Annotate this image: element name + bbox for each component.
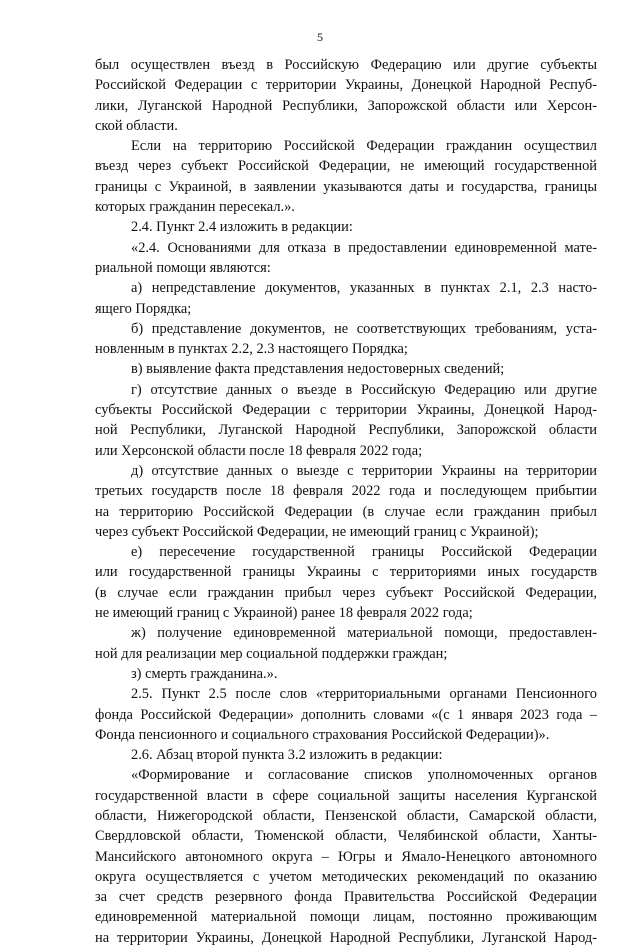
- text-line: на территории Украины, Донецкой Народной Республики, Луганской Народ-: [95, 929, 597, 946]
- text-line: лики, Луганской Народной Республики, Запорожской области или Херсон-: [95, 97, 597, 114]
- text-line: за счет средств резервного фонда Правительства Российской Федерации: [95, 889, 597, 906]
- text-line: или Херсонской области после 18 февраля 2022 года;: [95, 442, 423, 459]
- text-line: ной Республики, Луганской Народной Республики, Запорожской области: [95, 422, 597, 439]
- text-line: въезд через субъект Российской Федерации, не имеющий государственной: [95, 158, 597, 175]
- text-line: ящего Порядка;: [95, 300, 192, 317]
- text-line: ской области.: [95, 117, 178, 134]
- text-line: «Формирование и согласование списков уполномоченных органов: [131, 767, 597, 784]
- text-line: субъекты Российской Федерации с территории Украины, Донецкой Народ-: [95, 402, 597, 419]
- text-line: через субъект Российской Федерации, не имеющий границ с Украиной);: [95, 523, 539, 540]
- text-line: государственной власти в сфере социальной защиты населения Курганской: [95, 787, 597, 804]
- text-line: Если на территорию Российской Федерации гражданин осуществил: [131, 138, 597, 155]
- text-line: единовременной материальной помощи лицам, постоянно проживающим: [95, 909, 597, 926]
- text-line: фонда Российской Федерации» дополнить словами «(с 1 января 2023 года –: [95, 706, 597, 723]
- text-line: в) выявление факта представления недостоверных сведений;: [131, 361, 505, 378]
- text-line: 2.4. Пункт 2.4 изложить в редакции:: [131, 219, 353, 236]
- text-line: (в случае если гражданин прибыл через субъект Российской Федерации,: [95, 584, 597, 601]
- text-line: или государственной границы Украины с территориями иных государств: [95, 564, 597, 581]
- text-line: 2.5. Пункт 2.5 после слов «территориальными органами Пенсионного: [131, 686, 597, 703]
- text-line: «2.4. Основаниями для отказа в предоставлении единовременной мате-: [131, 239, 597, 256]
- text-line: третьих государств после 18 февраля 2022 года и последующем прибытии: [95, 483, 597, 500]
- text-line: новленным в пунктах 2.2, 2.3 настоящего Порядка;: [95, 341, 408, 358]
- text-line: е) пересечение государственной границы Российской Федерации: [131, 544, 597, 561]
- text-line: округа осуществляется с учетом методических рекомендаций по оказанию: [95, 868, 597, 885]
- text-line: Фонда пенсионного и социального страхования Российской Федерации)».: [95, 726, 550, 743]
- text-line: области, Нижегородской области, Пензенской области, Самарской области,: [95, 807, 597, 824]
- text-line: риальной помощи являются:: [95, 259, 271, 276]
- text-line: ж) получение единовременной материальной помощи, предоставлен-: [131, 625, 597, 642]
- text-line: границы с Украиной, в заявлении указываются даты и государства, границы: [95, 178, 597, 195]
- text-line: 2.6. Абзац второй пункта 3.2 изложить в редакции:: [131, 747, 443, 764]
- text-line: з) смерть гражданина.».: [131, 665, 278, 682]
- text-line: г) отсутствие данных о въезде в Российскую Федерацию или другие: [131, 381, 597, 398]
- text-line: которых гражданин пересекал.».: [95, 199, 295, 216]
- text-line: Свердловской области, Тюменской области, Челябинской области, Ханты-: [95, 828, 597, 845]
- text-line: был осуществлен въезд в Российскую Федерацию или другие субъекты: [95, 57, 597, 73]
- text-line: на территорию Российской Федерации (в случае если гражданин прибыл: [95, 503, 597, 520]
- text-line: ной для реализации мер социальной поддержки граждан;: [95, 645, 448, 662]
- text-line: Мансийского автономного округа – Югры и Ямало-Ненецкого автономного: [95, 848, 597, 865]
- page-number: 5: [317, 30, 323, 44]
- text-line: не имеющий границ с Украиной) ранее 18 февраля 2022 года;: [95, 605, 473, 622]
- text-line: а) непредставление документов, указанных в пунктах 2.1, 2.3 насто-: [131, 280, 597, 297]
- document-body: [95, 55, 597, 948]
- text-line: д) отсутствие данных о выезде с территории Украины на территории: [131, 462, 597, 479]
- text-line: б) представление документов, не соответствующих требованиям, уста-: [131, 320, 597, 337]
- text-line: Российской Федерации с территории Украины, Донецкой Народной Респуб-: [95, 77, 597, 94]
